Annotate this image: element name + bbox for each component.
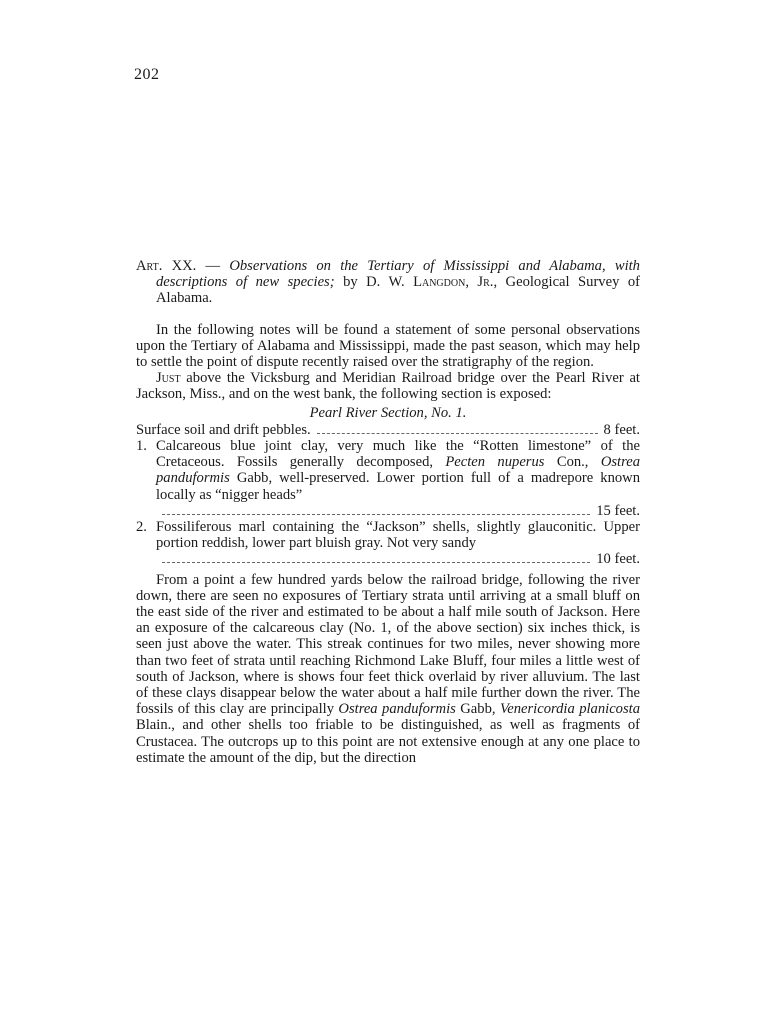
item-text: Con.,: [544, 454, 601, 471]
item-number: 2.: [136, 519, 147, 536]
item-thickness-line: [156, 503, 640, 519]
section-row-surface: [136, 422, 640, 438]
page-number: 202: [134, 66, 160, 83]
leader-dots: [162, 514, 590, 515]
paragraph-section-intro-text: above the Vicksburg and Meridian Railroad bridge over the Pearl River at Jackson, Miss., and on the west bank, the following section is exposed:: [136, 370, 640, 403]
paragraph-text: From a point a few hundred yards below the railroad bridge, following the river down, there are seen no exposures of Tertiary strata until arriving at a small bluff on the east side of the river and estimated to be about a half mile south of Jackson. Here an exposure of the calcareous clay (No. 1, of the above section) six inches thick, is seen just above the water. This streak continues for two miles, never showing more than two feet of strata until reaching Richmond Lake Bluff, four miles a little west of south of Jackson, where is shows four feet thick overlaid by river alluvium. The last of these clays disappear below the water about a half mile further down the river. The fossils of this clay are principally: [136, 571, 640, 718]
item-thickness-line: [156, 551, 640, 567]
article: [136, 258, 640, 766]
item-thickness: 15 feet.: [596, 502, 640, 519]
surface-thickness: 8 feet.: [603, 421, 640, 438]
author-name: Langdon, Jr.: [413, 274, 494, 291]
heading-dash: —: [196, 258, 230, 274]
item-text: Gabb, well-preserved. Lower portion full of a madrepore known locally as “nigger heads”: [156, 470, 640, 503]
article-title: Observations on the Tertiary of Mississippi and Alabama, with descriptions of new species;: [156, 258, 640, 291]
section-row-1: [136, 438, 640, 519]
heading-by: by D. W.: [334, 274, 414, 291]
paragraph-text: Gabb,: [455, 701, 500, 718]
item-number: 1.: [136, 438, 147, 455]
section-title: Pearl River Section, No. 1.: [309, 404, 467, 421]
paragraph-section-intro: [136, 370, 640, 402]
article-heading: [136, 258, 640, 307]
paragraph-text: Blain., and other shells too friable to be distinguished, as well as fragments of Crustacea. The outcrops up to this point are not extensive enough at any one place to estimate the amount of the dip, but the direction: [136, 717, 640, 766]
item-description: [156, 438, 640, 519]
article-number: Art. XX.: [136, 258, 197, 274]
author-affiliation: , Geological Survey of Alabama.: [156, 274, 641, 307]
section-row-2: [136, 519, 640, 568]
paragraph-intro: In the following notes will be found a statement of some personal observations upon the Tertiary of Alabama and Mississippi, made the past season, which may help to settle the point of dispute recently raised over the stratigraphy of the region.: [136, 321, 640, 371]
species-name: Pecten nuperus: [445, 454, 545, 471]
section-table: [136, 422, 640, 568]
leader-dots: [162, 562, 590, 563]
species-name: Ostrea panduformis: [338, 701, 456, 718]
item-thickness: 10 feet.: [596, 551, 640, 568]
paragraph-river-observations: [136, 572, 640, 766]
leader-dots: [317, 433, 598, 434]
species-name: Ostrea panduformis: [156, 454, 641, 487]
item-description: [156, 519, 640, 568]
paragraph-lead-word: Just: [156, 370, 181, 387]
item-text: Fossiliferous marl containing the “Jackson” shells, slightly glauconitic. Upper portion reddish, lower part bluish gray. Not very sandy: [156, 519, 640, 552]
surface-label: Surface soil and drift pebbles.: [136, 421, 311, 438]
item-text: Calcareous blue joint clay, very much like the “Rotten limestone” of the Cretaceous. Fossils generally decomposed,: [156, 438, 640, 471]
species-name: Venericordia planicosta: [499, 701, 641, 718]
